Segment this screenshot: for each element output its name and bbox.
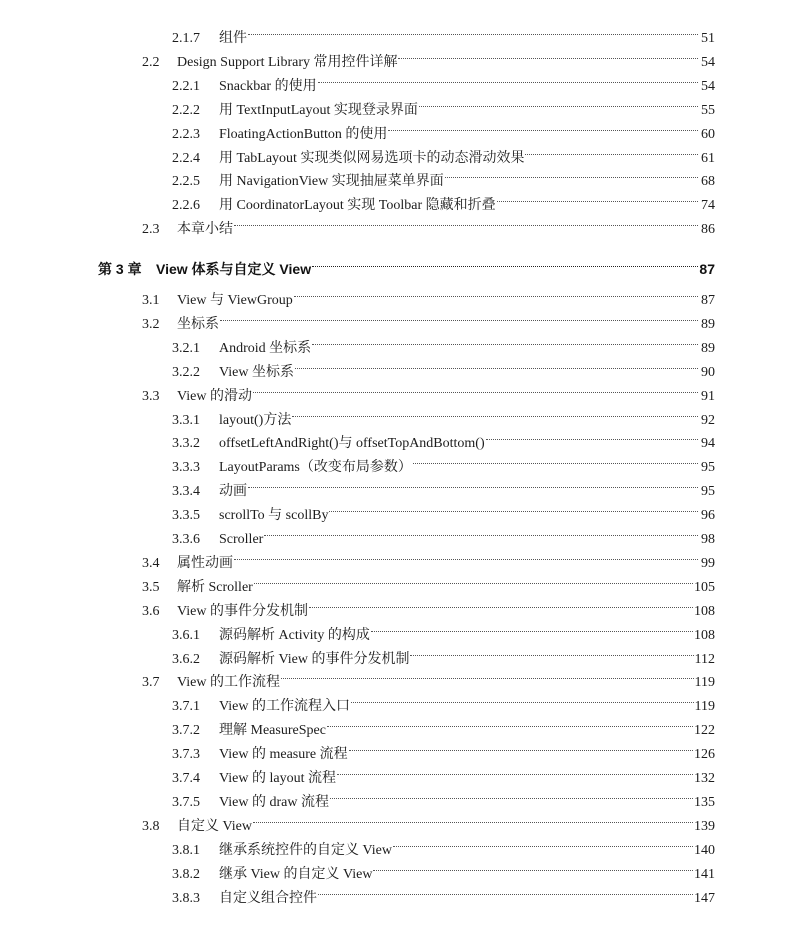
dot-leader bbox=[486, 423, 698, 447]
entry-number: 3.7.3 bbox=[172, 747, 200, 763]
entry-title: View 的 draw 流程 bbox=[219, 794, 329, 810]
dot-leader bbox=[445, 161, 698, 185]
entry-number: 3.6.2 bbox=[172, 651, 200, 667]
entry-number: 3.3.4 bbox=[172, 484, 200, 500]
entry-number: 3.7.1 bbox=[172, 699, 200, 715]
entry-number: 2.2.1 bbox=[172, 78, 200, 94]
entry-number: 3.7 bbox=[142, 675, 160, 691]
entry-number: 3.1 bbox=[142, 293, 160, 308]
entry-page-number: 135 bbox=[694, 794, 715, 810]
entry-page-number: 147 bbox=[694, 890, 715, 906]
entry-title: layout()方法 bbox=[219, 412, 292, 428]
entry-page-number: 68 bbox=[701, 174, 715, 190]
subsection-entry[interactable] bbox=[172, 854, 715, 882]
entry-page-number: 87 bbox=[699, 261, 715, 278]
section-entry[interactable] bbox=[142, 662, 715, 691]
dot-leader bbox=[309, 591, 693, 615]
section-entry[interactable] bbox=[142, 42, 715, 70]
entry-title: 组件 bbox=[219, 31, 247, 46]
entry-number: 3.2 bbox=[142, 316, 160, 332]
subsection-entry[interactable] bbox=[172, 185, 715, 214]
entry-page-number: 108 bbox=[694, 603, 715, 619]
dot-leader bbox=[410, 639, 693, 663]
subsection-entry[interactable] bbox=[172, 830, 715, 858]
entry-title: 用 NavigationView 实现抽屉菜单界面 bbox=[219, 174, 444, 190]
dot-leader bbox=[234, 543, 698, 567]
entry-number: 2.2 bbox=[142, 54, 160, 70]
entry-number: 3.6 bbox=[142, 603, 160, 619]
subsection-entry[interactable] bbox=[172, 18, 715, 46]
subsection-entry[interactable] bbox=[172, 328, 715, 356]
entry-page-number: 60 bbox=[701, 126, 715, 142]
entry-page-number: 89 bbox=[701, 316, 715, 332]
dot-leader bbox=[312, 250, 698, 274]
subsection-entry[interactable] bbox=[172, 686, 715, 715]
entry-number: 3.8.1 bbox=[172, 842, 200, 858]
entry-title: View 的滑动 bbox=[177, 388, 252, 404]
entry-page-number: 94 bbox=[701, 436, 715, 452]
entry-number: 3.3.5 bbox=[172, 508, 200, 524]
entry-title: 坐标系 bbox=[177, 316, 219, 332]
entry-title: 源码解析 Activity 的构成 bbox=[219, 627, 370, 643]
entry-title: View 的 layout 流程 bbox=[219, 771, 336, 786]
entry-number: 2.2.5 bbox=[172, 174, 200, 190]
dot-leader bbox=[497, 185, 698, 209]
entry-title: View 坐标系 bbox=[219, 364, 294, 380]
section-entry[interactable] bbox=[142, 304, 715, 332]
entry-number: 3.8 bbox=[142, 818, 160, 834]
entry-page-number: 87 bbox=[701, 293, 715, 308]
entry-number: 3.8.2 bbox=[172, 866, 200, 882]
dot-leader bbox=[330, 782, 693, 806]
entry-page-number: 90 bbox=[701, 364, 715, 380]
entry-page-number: 126 bbox=[694, 747, 715, 763]
entry-page-number: 99 bbox=[701, 555, 715, 571]
entry-title: 理解 MeasureSpec bbox=[219, 723, 326, 739]
subsection-entry[interactable] bbox=[172, 639, 715, 667]
subsection-entry[interactable] bbox=[172, 471, 715, 500]
dot-leader bbox=[253, 806, 693, 830]
entry-number: 2.2.6 bbox=[172, 198, 200, 214]
entry-page-number: 91 bbox=[701, 388, 715, 404]
subsection-entry[interactable] bbox=[172, 114, 715, 142]
dot-leader bbox=[248, 18, 698, 42]
subsection-entry[interactable] bbox=[172, 423, 715, 452]
dot-leader bbox=[264, 519, 698, 543]
entry-page-number: 51 bbox=[701, 31, 715, 46]
entry-title: FloatingActionButton 的使用 bbox=[219, 126, 388, 142]
entry-title: Android 坐标系 bbox=[219, 340, 312, 356]
subsection-entry[interactable] bbox=[172, 734, 715, 763]
entry-number: 3.3 bbox=[142, 388, 160, 404]
entry-page-number: 140 bbox=[694, 842, 715, 858]
entry-page-number: 105 bbox=[694, 579, 715, 595]
subsection-entry[interactable] bbox=[172, 352, 715, 380]
chapter-entry[interactable] bbox=[98, 250, 715, 278]
entry-number: 3.2.2 bbox=[172, 364, 200, 380]
section-entry[interactable] bbox=[142, 806, 715, 834]
entry-number: 3.5 bbox=[142, 579, 160, 595]
dot-leader bbox=[388, 114, 698, 138]
entry-title: View 与 ViewGroup bbox=[177, 293, 293, 308]
entry-page-number: 86 bbox=[701, 222, 715, 238]
entry-page-number: 95 bbox=[701, 460, 715, 476]
entry-title: Design Support Library 常用控件详解 bbox=[177, 54, 398, 70]
entry-title: Snackbar 的使用 bbox=[219, 78, 317, 94]
entry-title: 属性动画 bbox=[177, 555, 233, 571]
subsection-entry[interactable] bbox=[172, 519, 715, 547]
entry-page-number: 89 bbox=[701, 340, 715, 356]
entry-number: 3.7.4 bbox=[172, 771, 200, 786]
entry-page-number: 108 bbox=[694, 627, 715, 643]
entry-number: 2.2.4 bbox=[172, 150, 200, 166]
entry-number: 2.2.3 bbox=[172, 126, 200, 142]
dot-leader bbox=[373, 854, 693, 878]
entry-page-number: 122 bbox=[694, 723, 715, 739]
section-entry[interactable] bbox=[142, 280, 715, 308]
subsection-entry[interactable] bbox=[172, 758, 715, 786]
entry-page-number: 61 bbox=[701, 150, 715, 166]
section-entry[interactable] bbox=[142, 209, 715, 238]
entry-number: 3.2.1 bbox=[172, 340, 200, 356]
dot-leader bbox=[254, 567, 693, 591]
entry-title: 源码解析 View 的事件分发机制 bbox=[219, 651, 410, 667]
subsection-entry[interactable] bbox=[172, 615, 715, 643]
dot-leader bbox=[393, 830, 693, 854]
subsection-entry[interactable] bbox=[172, 66, 715, 94]
dot-leader bbox=[294, 280, 698, 304]
dot-leader bbox=[419, 90, 698, 114]
section-entry[interactable] bbox=[142, 591, 715, 619]
dot-leader bbox=[318, 66, 698, 90]
entry-number: 3.3.3 bbox=[172, 460, 200, 476]
entry-title: 用 TabLayout 实现类似网易选项卡的动态滑动效果 bbox=[219, 150, 525, 166]
entry-page-number: 112 bbox=[694, 651, 715, 667]
entry-title: View 体系与自定义 View bbox=[156, 261, 312, 278]
subsection-entry[interactable] bbox=[172, 90, 715, 118]
entry-title: 自定义 View bbox=[177, 818, 252, 834]
subsection-entry[interactable] bbox=[172, 495, 715, 524]
subsection-entry[interactable] bbox=[172, 878, 715, 906]
dot-leader bbox=[371, 615, 693, 639]
entry-number: 3.6.1 bbox=[172, 627, 200, 643]
entry-number: 3.4 bbox=[142, 555, 160, 571]
entry-page-number: 96 bbox=[701, 508, 715, 524]
entry-title: View 的 measure 流程 bbox=[219, 747, 348, 763]
entry-number: 3.3.1 bbox=[172, 412, 200, 428]
dot-leader bbox=[281, 662, 694, 686]
dot-leader bbox=[234, 209, 698, 233]
entry-title: 动画 bbox=[219, 484, 247, 500]
dot-leader bbox=[327, 710, 693, 734]
entry-title: 用 TextInputLayout 实现登录界面 bbox=[219, 102, 418, 118]
dot-leader bbox=[329, 495, 698, 519]
entry-title: View 的工作流程入口 bbox=[219, 699, 350, 715]
entry-page-number: 54 bbox=[701, 54, 715, 70]
dot-leader bbox=[351, 686, 694, 710]
dot-leader bbox=[413, 447, 698, 471]
entry-number: 3.8.3 bbox=[172, 890, 200, 906]
section-entry[interactable] bbox=[142, 376, 715, 404]
entry-title: LayoutParams（改变布局参数） bbox=[219, 460, 412, 476]
section-entry[interactable] bbox=[142, 543, 715, 571]
dot-leader bbox=[525, 138, 698, 162]
entry-page-number: 132 bbox=[694, 771, 715, 786]
entry-page-number: 119 bbox=[694, 675, 715, 691]
dot-leader bbox=[398, 42, 698, 66]
entry-number: 2.3 bbox=[142, 222, 160, 238]
entry-page-number: 55 bbox=[701, 102, 715, 118]
entry-page-number: 141 bbox=[694, 866, 715, 882]
dot-leader bbox=[253, 376, 698, 400]
entry-title: offsetLeftAndRight()与 offsetTopAndBottom() bbox=[219, 436, 485, 452]
dot-leader bbox=[295, 352, 698, 376]
entry-title: Scroller bbox=[219, 532, 264, 547]
entry-page-number: 54 bbox=[701, 78, 715, 94]
entry-number: 3.7.2 bbox=[172, 723, 200, 739]
dot-leader bbox=[248, 471, 698, 495]
entry-page-number: 92 bbox=[701, 412, 715, 428]
subsection-entry[interactable] bbox=[172, 138, 715, 166]
subsection-entry[interactable] bbox=[172, 161, 715, 190]
entry-page-number: 139 bbox=[694, 818, 715, 834]
subsection-entry[interactable] bbox=[172, 710, 715, 739]
subsection-entry[interactable] bbox=[172, 447, 715, 476]
section-entry[interactable] bbox=[142, 567, 715, 595]
entry-title: 本章小结 bbox=[177, 222, 233, 238]
entry-title: scrollTo 与 scollBy bbox=[219, 508, 329, 524]
entry-number: 第 3 章 bbox=[98, 261, 142, 278]
dot-leader bbox=[312, 328, 698, 352]
entry-title: View 的事件分发机制 bbox=[177, 603, 308, 619]
entry-page-number: 98 bbox=[701, 532, 715, 547]
entry-title: 继承 View 的自定义 View bbox=[219, 866, 373, 882]
entry-title: 解析 Scroller bbox=[177, 579, 253, 595]
dot-leader bbox=[318, 878, 693, 902]
entry-title: 用 CoordinatorLayout 实现 Toolbar 隐藏和折叠 bbox=[219, 198, 496, 214]
subsection-entry[interactable] bbox=[172, 782, 715, 810]
entry-number: 3.7.5 bbox=[172, 794, 200, 810]
dot-leader bbox=[349, 734, 693, 758]
entry-page-number: 74 bbox=[701, 198, 715, 214]
entry-number: 2.1.7 bbox=[172, 31, 200, 46]
entry-number: 3.3.2 bbox=[172, 436, 200, 452]
entry-number: 2.2.2 bbox=[172, 102, 200, 118]
dot-leader bbox=[292, 400, 698, 424]
entry-title: 继承系统控件的自定义 View bbox=[219, 842, 392, 858]
subsection-entry[interactable] bbox=[172, 400, 715, 428]
entry-number: 3.3.6 bbox=[172, 532, 200, 547]
entry-page-number: 95 bbox=[701, 484, 715, 500]
entry-title: 自定义组合控件 bbox=[219, 890, 317, 906]
entry-title: View 的工作流程 bbox=[177, 675, 280, 691]
entry-page-number: 119 bbox=[694, 699, 715, 715]
dot-leader bbox=[220, 304, 698, 328]
dot-leader bbox=[337, 758, 693, 782]
